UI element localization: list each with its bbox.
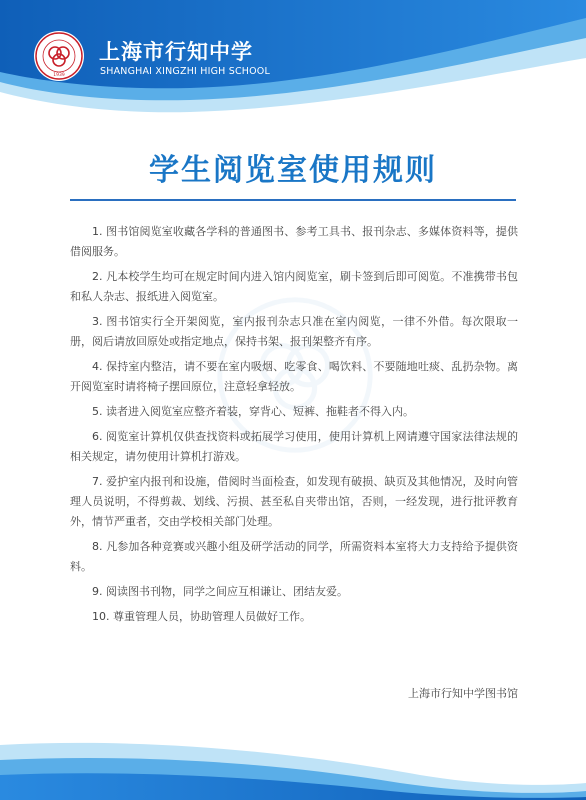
logo-year: 1939 [53, 73, 65, 78]
page-title: 学生阅览室使用规则 [149, 153, 437, 188]
rule-item-3: 3. 图书馆实行全开架阅览，室内报刊杂志只准在室内阅览，一律不外借。每次限取一册，阅后请放回原处或指定地点，保持书架、报刊架整齐有序。 [70, 315, 518, 348]
rule-item-7: 7. 爱护室内报刊和设施，借阅时当面检查，如发现有破损、缺页及其他情况，及时向管理人员说明，不得剪裁、划线、污损、甚至私自夹带出馆，否则，一经发现，进行批评教育外，情节严重者，交由学校相关部门处理。 [70, 475, 518, 528]
title-underline [70, 199, 516, 201]
rule-item-5: 5. 读者进入阅览室应整齐着装，穿背心、短裤、拖鞋者不得入内。 [92, 405, 414, 418]
library-signature: 上海市行知中学图书馆 [408, 687, 518, 700]
rule-item-9: 9. 阅读图书刊物，同学之间应互相谦让、团结友爱。 [92, 585, 348, 598]
school-emblem-icon [33, 30, 85, 82]
rules-list [70, 222, 518, 632]
rule-item-4: 4. 保持室内整洁，请不要在室内吸烟、吃零食、喝饮料、不要随地吐痰、乱扔杂物。离开阅览室时请将椅子摆回原位，注意轻拿轻放。 [70, 360, 518, 393]
rule-item-8: 8. 凡参加各种竞赛或兴趣小组及研学活动的同学，所需资料本室将大力支持给予提供资料。 [70, 540, 518, 573]
footer-wave-banner [0, 725, 586, 800]
header-wave-banner [0, 0, 586, 120]
school-name-en: SHANGHAI XINGZHI HIGH SCHOOL [100, 66, 270, 77]
rule-item-6: 6. 阅览室计算机仅供查找资料或拓展学习使用，使用计算机上网请遵守国家法律法规的相关规定，请勿使用计算机打游戏。 [70, 430, 518, 463]
rule-item-2: 2. 凡本校学生均可在规定时间内进入馆内阅览室，刷卡签到后即可阅览。不准携带书包和私人杂志、报纸进入阅览室。 [70, 270, 518, 303]
rule-item-10: 10. 尊重管理人员，协助管理人员做好工作。 [92, 610, 311, 623]
school-name-cn: 上海市行知中学 [99, 40, 253, 64]
rule-item-1: 1. 图书馆阅览室收藏各学科的普通图书、参考工具书、报刊杂志、多媒体资料等，提供借阅服务。 [70, 225, 518, 258]
